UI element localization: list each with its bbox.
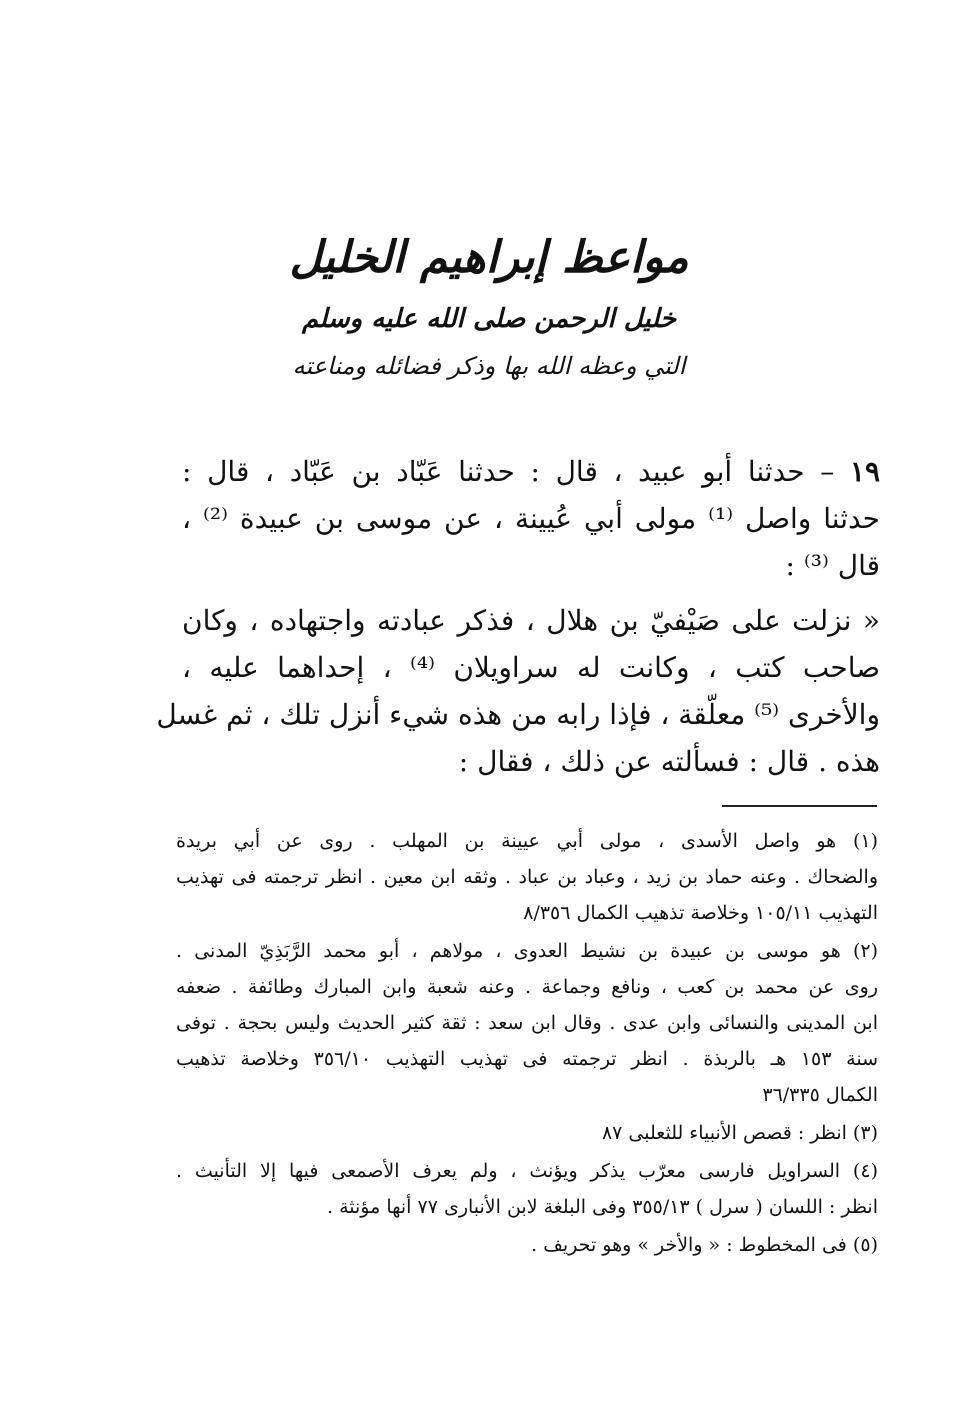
paragraph-line [182, 448, 880, 495]
footnote-1 [176, 823, 878, 931]
section-subtitle: خليل الرحمن صلى الله عليه وسلم [301, 304, 677, 334]
footnote-4 [176, 1153, 878, 1225]
footnote-line: الكمال ٣٦/٣٣٥ [762, 1084, 878, 1106]
paragraph-line: حدثنا واصل ⁽¹⁾ مولى أبي عُيينة ، عن موسى بن عبيدة ⁽²⁾ ، [182, 502, 880, 535]
paragraph-line: هذه . قال : فسألته عن ذلك ، فقال : [458, 745, 880, 778]
footnote-line: والضحاك . وعنه حماد بن زيد ، وعباد بن عباد . وثقه ابن معين . انظر ترجمته فى تهذيب [176, 866, 878, 888]
section-title: مواعظ إبراهيم الخليل [289, 232, 689, 283]
footnote-line: سنة ١٥٣ هـ بالربذة . انظر ترجمته فى تهذيب التهذيب ٣٥٦/١٠ وخلاصة تذهيب [176, 1048, 878, 1070]
footnote-3 [176, 1115, 878, 1151]
footnote-line: ابن المدينى والنسائى وابن عدى . وقال ابن سعد : ثقة كثير الحديث وليس بحجة . توفى [176, 1012, 878, 1034]
footnote-line: انظر : اللسان ( سرل ) ٣٥٥/١٣ وفى البلغة لابن الأنبارى ٧٧ أنها مؤنثة . [327, 1196, 878, 1218]
footnote-separator [722, 805, 877, 807]
footnote-line: التهذيب ١٠٥/١١ وخلاصة تذهيب الكمال ٨/٣٥٦ [523, 902, 878, 924]
paragraph-line: والأخرى ⁽⁵⁾ معلّقة ، فإذا رابه من هذه شيء أنزل تلك ، ثم غسل [156, 698, 880, 731]
paragraph-line: صاحب كتب ، وكانت له سراويلان ⁽⁴⁾ ، إحداهما عليه ، [182, 651, 880, 684]
paragraph-line: قال ⁽³⁾ : [785, 549, 880, 582]
paragraph-line: « نزلت على صَيْفيّ بن هلال ، فذكر عبادته واجتهاده ، وكان [182, 604, 880, 637]
paragraph-number: ١٩ [849, 455, 880, 488]
footnote-line: روى عن محمد بن كعب ، ونافع وجماعة . وعنه شعبة وابن المبارك وطائفة . ضعفه [176, 976, 878, 998]
footnote-line: (٣) انظر : قصص الأنبياء للثعلبى ٨٧ [601, 1122, 878, 1144]
footnote-2 [176, 933, 878, 1113]
footnote-line: (٤) السراويل فارسى معرّب يذكر ويؤنث ، ولم يعرف الأصمعى فيها إلا التأنيث . [176, 1160, 878, 1182]
section-subtitle-secondary: التي وعظه الله بها وذكر فضائله ومناعته [292, 352, 686, 380]
footnote-line: (٥) فى المخطوط : « والأخر » وهو تحريف . [531, 1234, 878, 1256]
footnote-5 [176, 1227, 878, 1263]
footnote-line: (١) هو واصل الأسدى ، مولى أبي عيينة بن المهلب . روى عن أبي بريدة [176, 830, 878, 852]
footnote-line: (٢) هو موسى بن عبيدة بن نشيط العدوى ، مولاهم ، أبو محمد الرَّبَذِيّ المدنى . [176, 940, 878, 962]
footnotes [176, 823, 878, 1265]
quoted-paragraph [156, 597, 880, 785]
paragraph-line-text: – حدثنا أبو عبيد ، قال : حدثنا عَبّاد بن عَبّاد ، قال : [182, 455, 835, 488]
paragraph-19 [182, 448, 880, 589]
